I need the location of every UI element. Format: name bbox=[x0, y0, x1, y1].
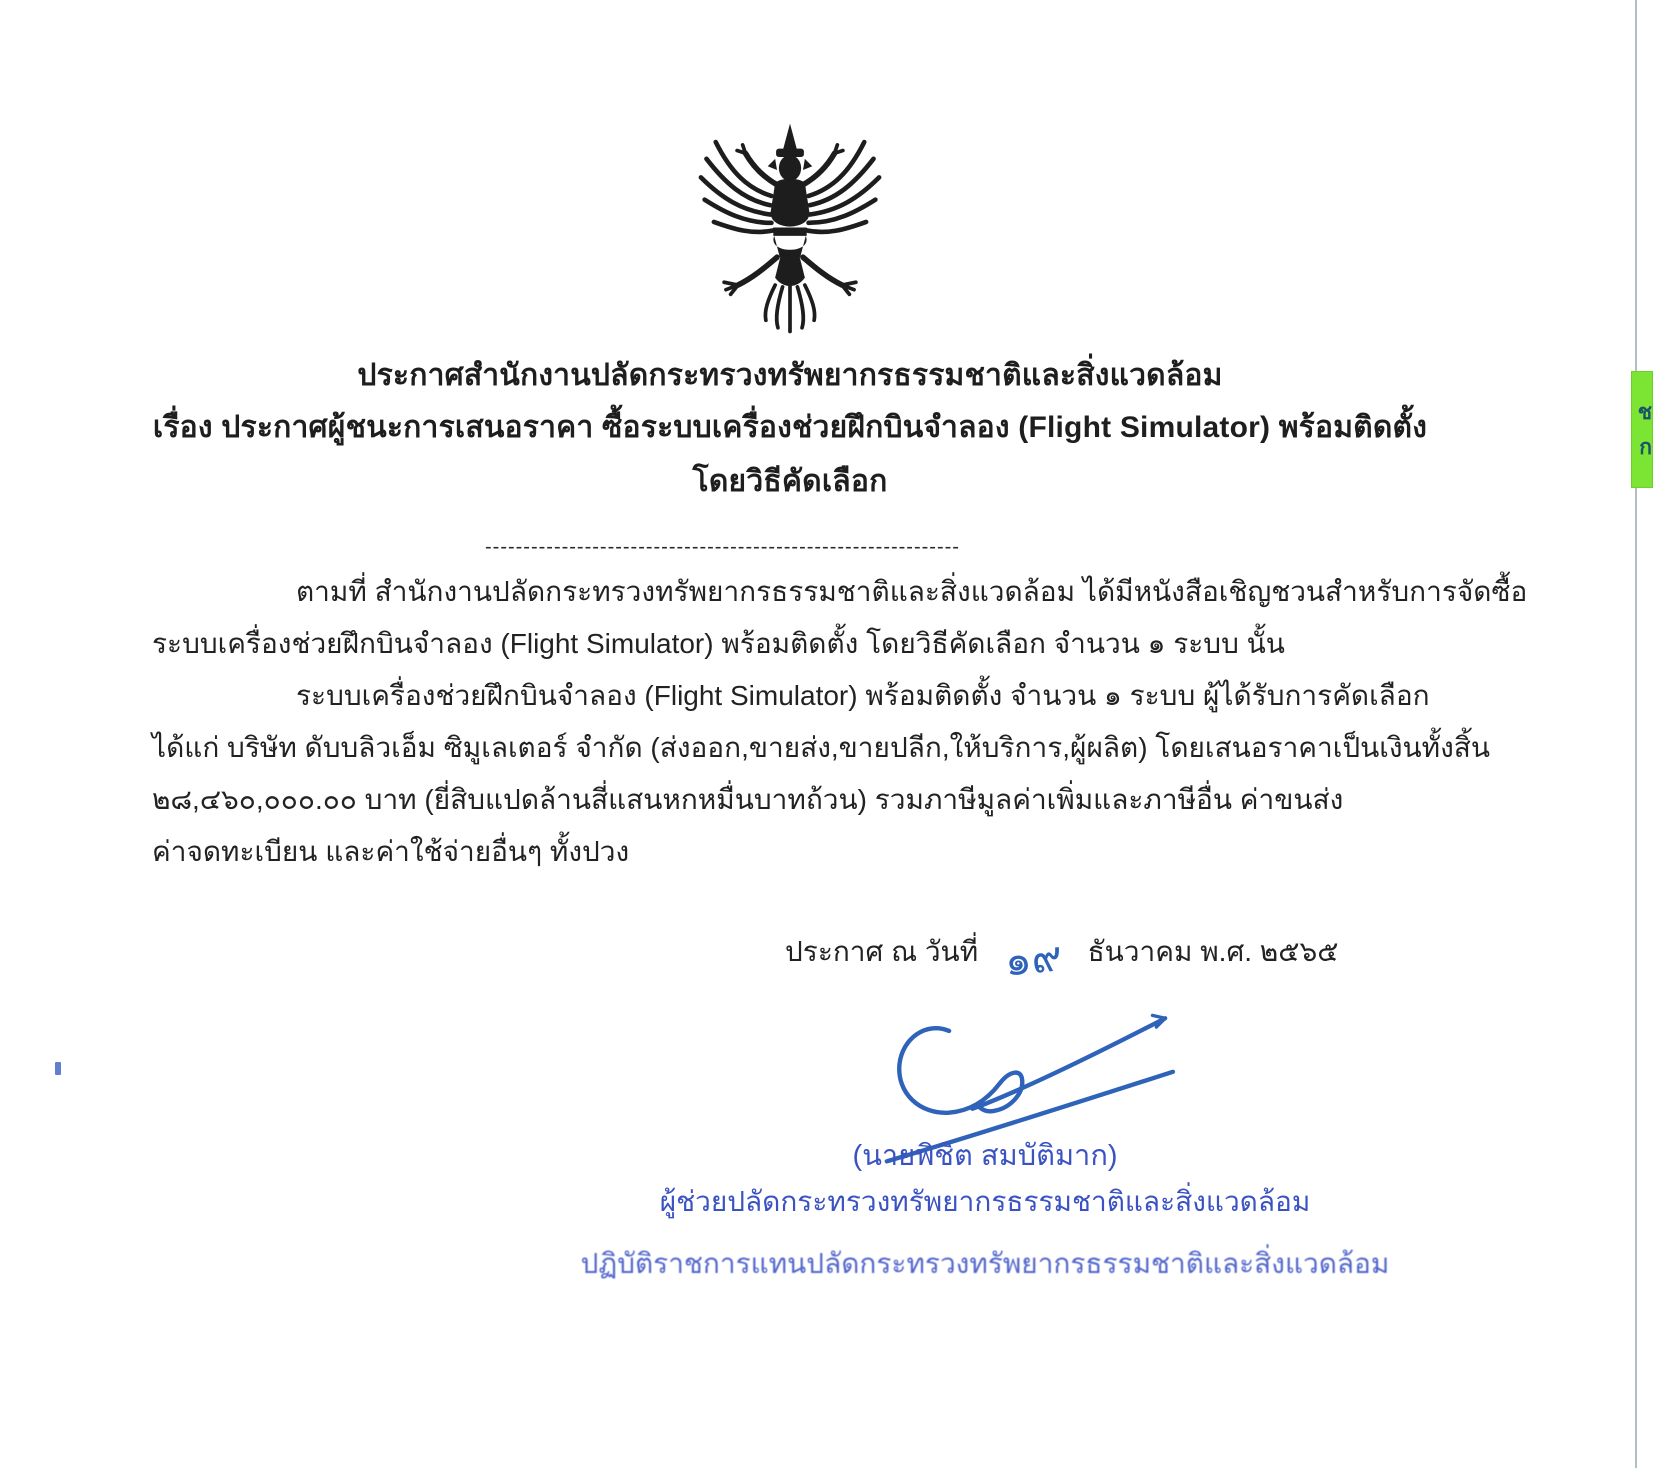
paragraph2-line4: ค่าจดทะเบียน และค่าใช้จ่ายอื่นๆ ทั้งปวง bbox=[152, 836, 630, 867]
paragraph1-line2: ระบบเครื่องช่วยฝึกบินจำลอง (Flight Simulator) พร้อมติดตั้ง โดยวิธีคัดเลือก จำนวน ๑ ระบบ นั้น bbox=[152, 628, 1285, 659]
paragraph2-line2: ได้แก่ บริษัท ดับบลิวเอ็ม ซิมูเลเตอร์ จำกัด (ส่งออก,ขายส่ง,ขายปลีก,ให้บริการ,ผู้ผลิต) โดยเสนอราคาเป็นเงินทั้งสิ้น bbox=[152, 732, 1490, 763]
announcement-date-line bbox=[785, 930, 1339, 986]
date-prefix: ประกาศ ณ วันที่ bbox=[785, 936, 979, 967]
signer-position-line1: ผู้ช่วยปลัดกระทรวงทรัพยากรธรรมชาติและสิ่งแวดล้อม bbox=[659, 1186, 1311, 1217]
paragraph1-line1: ตามที่ สำนักงานปลัดกระทรวงทรัพยากรธรรมชาติและสิ่งแวดล้อม ได้มีหนังสือเชิญชวนสำหรับการจัดซื้อ bbox=[296, 576, 1528, 607]
garuda-emblem-icon bbox=[678, 118, 902, 350]
handwritten-day: ๑๙ bbox=[1002, 931, 1065, 986]
sticky-tab bbox=[1631, 371, 1653, 488]
page-edge-line bbox=[1635, 0, 1637, 1468]
sticky-tab-char-bottom: ก bbox=[1639, 435, 1652, 459]
announcement-title-line1 bbox=[0, 352, 1580, 399]
subject-text: เรื่อง ประกาศผู้ชนะการเสนอราคา ซื้อระบบเครื่องช่วยฝึกบินจำลอง (Flight Simulator) พร้อมติดตั้ง bbox=[152, 411, 1428, 444]
signer-position-line2: ปฏิบัติราชการแทนปลัดกระทรวงทรัพยากรธรรมชาติและสิ่งแวดล้อม bbox=[580, 1248, 1390, 1279]
date-suffix: ธันวาคม พ.ศ. ๒๕๖๕ bbox=[1087, 936, 1339, 967]
announcement-title-line2 bbox=[0, 404, 1580, 451]
title-text: ประกาศสำนักงานปลัดกระทรวงทรัพยากรธรรมชาติและสิ่งแวดล้อม bbox=[357, 359, 1223, 392]
sticky-tab-char-top: ช bbox=[1637, 400, 1652, 424]
signer-name: (นายพิชิต สมบัติมาก) bbox=[852, 1140, 1118, 1172]
dashed-separator: -------------------------------------------------------------- bbox=[485, 536, 960, 558]
paragraph2-line3: ๒๘,๔๖๐,๐๐๐.๐๐ บาท (ยี่สิบแปดล้านสี่แสนหกหมื่นบาทถ้วน) รวมภาษีมูลค่าเพิ่มและภาษีอื่น ค่าขนส่ง bbox=[152, 784, 1344, 815]
paragraph2-line1: ระบบเครื่องช่วยฝึกบินจำลอง (Flight Simulator) พร้อมติดตั้ง จำนวน ๑ ระบบ ผู้ได้รับการคัดเลือก bbox=[296, 680, 1430, 711]
announcement-title-line3 bbox=[0, 458, 1580, 505]
method-text: โดยวิธีคัดเลือก bbox=[692, 465, 888, 498]
margin-ink-mark bbox=[55, 1062, 61, 1075]
